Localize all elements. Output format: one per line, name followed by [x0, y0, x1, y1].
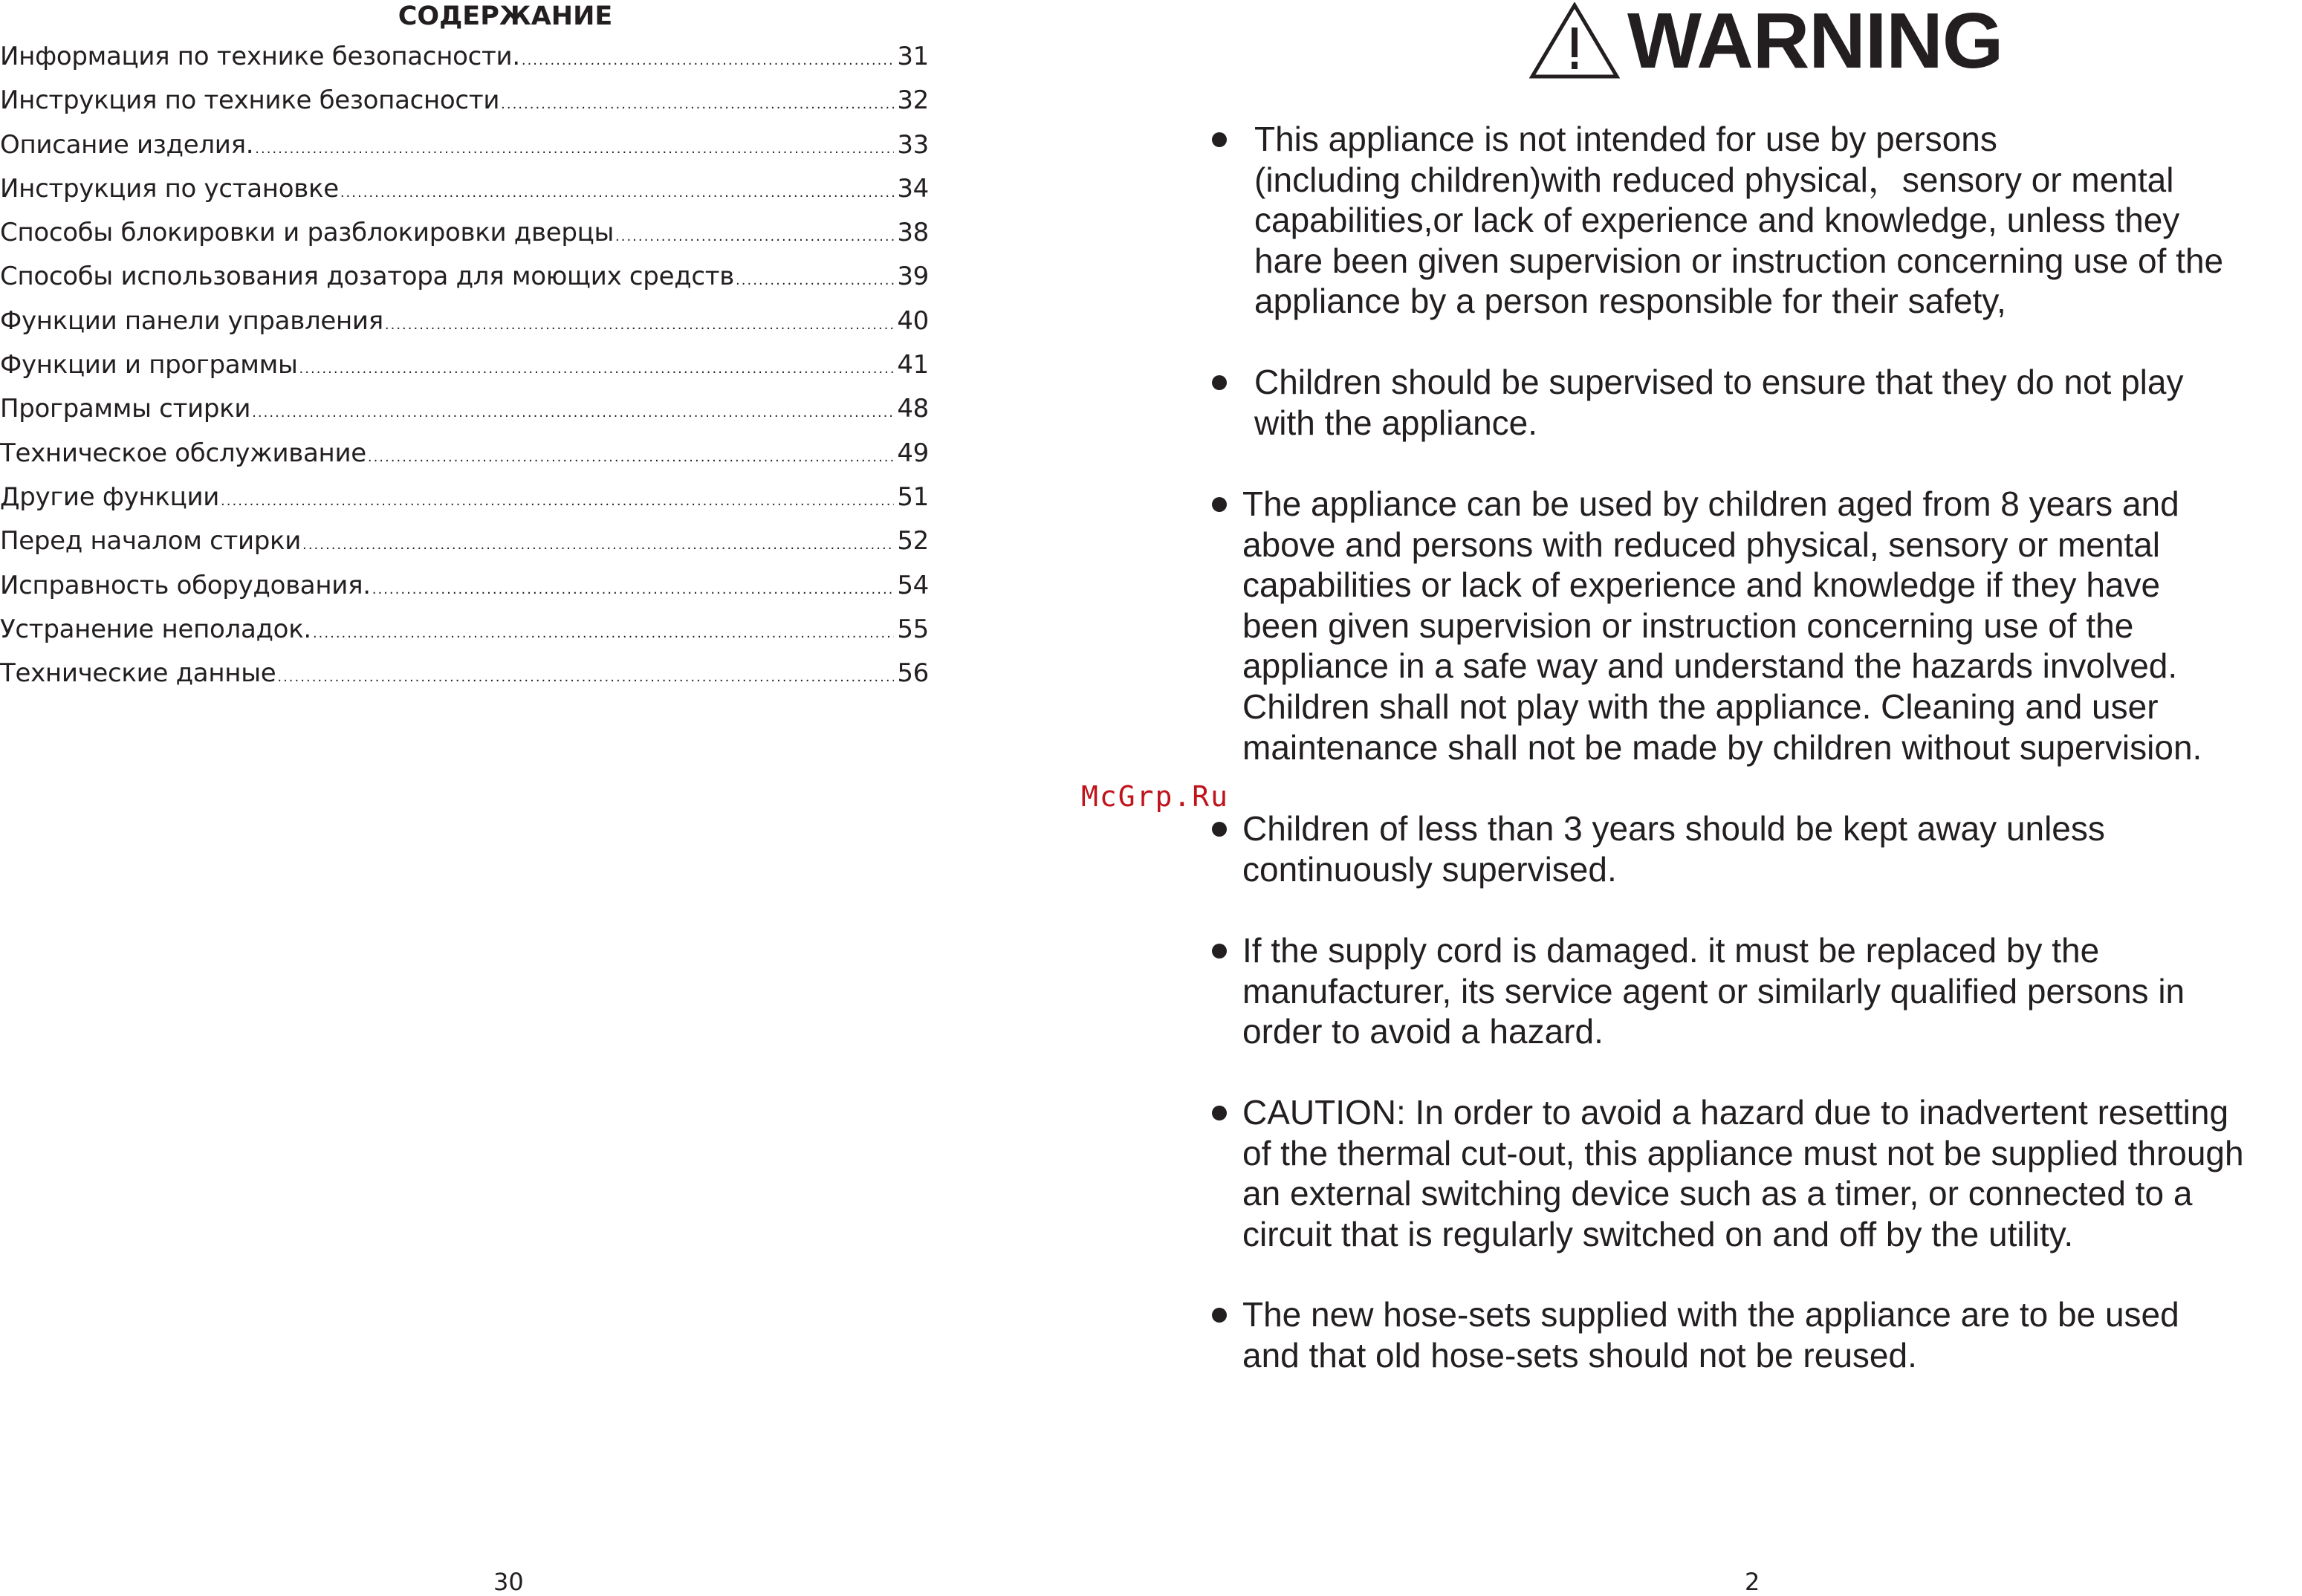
warning-item-line: continuously supervised.: [1242, 849, 1617, 889]
warning-item: [1242, 930, 2185, 1052]
toc-entry-page: 56: [897, 658, 929, 689]
toc-entry: [0, 614, 929, 658]
warning-item: [1254, 362, 2183, 443]
toc-entry-page: 55: [897, 614, 929, 644]
bullet-icon: [1212, 944, 1227, 958]
toc-entry-label: Другие функции: [0, 481, 220, 512]
bullet-icon: [1212, 375, 1227, 390]
toc-leader-dots: [385, 317, 894, 333]
toc-entry-page: 49: [897, 438, 929, 468]
toc-entry: [0, 85, 929, 129]
toc-leader-dots: [221, 493, 894, 509]
toc-entry: [0, 262, 929, 305]
warning-item-line: capabilities or lack of experience and knowledge if they have: [1242, 565, 2161, 605]
toc-entry-page: 31: [897, 42, 929, 71]
toc-entry-page: 38: [897, 218, 929, 248]
warning-item-line: an external switching device such as a timer, or connected to a: [1242, 1174, 2193, 1213]
toc-entry-page: 33: [897, 129, 929, 160]
toc-entry-label: Техническое обслуживание: [0, 438, 366, 468]
toc-leader-dots: [522, 53, 894, 68]
toc-entry-label: Способы использования дозатора для моющих средств: [0, 262, 735, 292]
toc-entry-label: Исправность оборудования.: [0, 570, 371, 600]
toc-entry-label: Технические данные: [0, 658, 276, 689]
warning-item-line: above and persons with reduced physical, sensory or mental: [1242, 525, 2161, 564]
toc-entry-page: 34: [897, 173, 929, 204]
warning-item-line: capabilities,or lack of experience and knowledge, unless they: [1254, 201, 2180, 240]
toc-entry: [0, 174, 929, 218]
warning-item-line: order to avoid a hazard.: [1242, 1012, 1604, 1051]
toc-entry-label: Функции и программы: [0, 350, 298, 380]
warning-item: [1254, 119, 2223, 322]
bullet-icon: [1212, 1308, 1227, 1323]
toc-leader-dots: [501, 97, 894, 112]
toc-leader-dots: [313, 626, 894, 641]
warning-header: [1529, 0, 2003, 85]
warning-item-line: Children shall not play with the appliance. Cleaning and user: [1242, 687, 2159, 726]
warning-item-line: of the thermal cut-out, this appliance must not be supplied through: [1242, 1133, 2244, 1172]
toc-entry: [0, 526, 929, 570]
toc-leader-dots: [302, 537, 894, 553]
toc-leader-dots: [252, 405, 894, 421]
toc-entry-label: Способы блокировки и разблокировки дверцы: [0, 218, 615, 248]
toc-entry: [0, 394, 929, 438]
toc-entry-page: 54: [897, 570, 929, 600]
bullet-icon: [1212, 1106, 1227, 1120]
warning-item-line: with the appliance.: [1254, 403, 1538, 442]
toc-entry: [0, 438, 929, 482]
warning-triangle-icon: [1529, 2, 1620, 80]
toc-entry: [0, 350, 929, 394]
warning-item: [1242, 1294, 2179, 1375]
toc-entry-page: 41: [897, 350, 929, 380]
toc-leader-dots: [736, 273, 894, 288]
toc-leader-dots: [255, 141, 894, 157]
warning-item-line: The new hose-sets supplied with the appliance are to be used: [1242, 1295, 2179, 1334]
warning-item-line: maintenance shall not be made by children without supervision.: [1242, 727, 2202, 767]
warning-item-line: and that old hose-sets should not be reused.: [1242, 1335, 1917, 1375]
toc-entry-label: Устранение неполадок.: [0, 614, 311, 644]
toc-entry: [0, 306, 929, 350]
toc-entry-page: 51: [897, 481, 929, 512]
toc-entry: [0, 482, 929, 526]
warning-item: [1242, 808, 2105, 889]
toc-leader-dots: [299, 361, 895, 377]
warning-item-line: The appliance can be used by children aged from 8 years and: [1242, 484, 2179, 523]
toc-entry-page: 39: [897, 262, 929, 292]
bullet-icon: [1212, 132, 1227, 147]
toc-entry: [0, 218, 929, 262]
warning-item-line: If the supply cord is damaged. it must be replaced by the: [1242, 931, 2100, 970]
toc-leader-dots: [372, 582, 895, 597]
toc-entry-label: Программы стирки: [0, 394, 251, 424]
toc-entry-label: Инструкция по установке: [0, 173, 339, 204]
warning-item-line: circuit that is regularly switched on and off by the utility.: [1242, 1214, 2074, 1253]
toc-entry: [0, 42, 929, 85]
bullet-icon: [1212, 822, 1227, 837]
warning-item-line: hare been given supervision or instruction concerning use of the: [1254, 241, 2224, 280]
toc-entry: [0, 130, 929, 174]
warning-item-line: Children should be supervised to ensure that they do not play: [1254, 363, 2184, 401]
warning-item: [1242, 484, 2202, 768]
toc-entry: [0, 571, 929, 614]
warning-item-line: This appliance is not intended for use by persons: [1254, 120, 1997, 158]
toc-leader-dots: [340, 185, 895, 201]
toc-leader-dots: [615, 229, 894, 244]
warning-item-line: manufacturer, its service agent or similarly qualified persons in: [1242, 971, 2185, 1011]
warning-item-line: CAUTION: In order to avoid a hazard due to inadvertent resetting: [1242, 1093, 2229, 1132]
toc-list: [0, 42, 929, 702]
toc-entry-label: Описание изделия.: [0, 129, 254, 160]
toc-entry-label: Информация по технике безопасности.: [0, 42, 520, 71]
toc-leader-dots: [368, 450, 894, 465]
warning-item: [1242, 1092, 2244, 1254]
toc-title: СОДЕРЖАНИЕ: [398, 1, 613, 31]
warning-title: WARNING: [1627, 0, 2003, 85]
watermark: McGrp.Ru: [1081, 780, 1230, 813]
left-page-number: 30: [493, 1568, 524, 1596]
toc-entry-label: Функции панели управления: [0, 305, 383, 336]
warning-item-line: appliance in a safe way and understand the hazards involved.: [1242, 646, 2178, 686]
warning-item-line: appliance by a person responsible for their safety,: [1254, 282, 2006, 321]
toc-leader-dots: [277, 669, 894, 685]
toc-entry-label: Перед началом стирки: [0, 526, 302, 557]
toc-entry-page: 48: [897, 394, 929, 424]
warning-item-line: (including children)with reduced physical，sensory or mental: [1254, 160, 2174, 199]
bullet-icon: [1212, 497, 1227, 512]
warning-item-line: Children of less than 3 years should be kept away unless: [1242, 809, 2105, 848]
toc-entry-page: 32: [897, 85, 929, 116]
toc-entry-page: 40: [897, 305, 929, 336]
warning-item-line: been given supervision or instruction concerning use of the: [1242, 606, 2134, 645]
toc-entry: [0, 658, 929, 702]
right-page-number: 2: [1745, 1568, 1760, 1596]
toc-entry-label: Инструкция по технике безопасности: [0, 85, 500, 116]
toc-entry-page: 52: [897, 526, 929, 557]
